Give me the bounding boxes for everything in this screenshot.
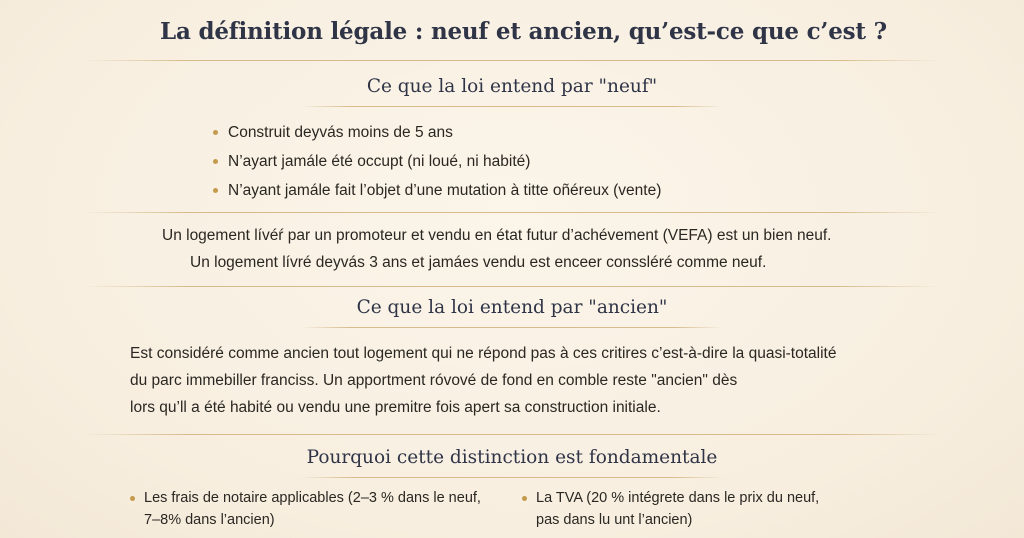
section-heading-ancien: Ce que la loi entend par "ancien" xyxy=(356,297,668,318)
distinction-item-line: pas dans lu unt l’ancien) xyxy=(536,512,693,528)
list-item xyxy=(210,118,661,147)
distinction-item-line: La TVA (20 % intégrete dans le prix du neuf, xyxy=(536,490,820,506)
divider xyxy=(300,477,724,478)
divider xyxy=(82,286,942,287)
list-item-text: N’ayant jamále fait l’objet d’une mutation à titte oñéreux (vente) xyxy=(228,182,662,199)
ancien-paragraph-line: Est considéré comme ancien tout logement qui ne répond pas à ces critires c’est-à-dire la quasi-totalité xyxy=(130,345,837,362)
page-title: La définition légale : neuf et ancien, qu’est-ce que c’est ? xyxy=(160,18,887,45)
neuf-criteria-list xyxy=(210,118,661,205)
ancien-paragraph-line: lors qu’ll a été habité ou vendu une premitre fois apert sa construction initiale. xyxy=(130,399,661,416)
distinction-item xyxy=(520,487,819,531)
section-heading-pourquoi: Pourquoi cette distinction est fondamentale xyxy=(306,447,718,468)
section-heading-neuf: Ce que la loi entend par "neuf" xyxy=(366,76,658,97)
list-item-text: Construit deyvás moins de 5 ans xyxy=(228,124,453,141)
bullet-dot-icon xyxy=(130,496,135,501)
list-item xyxy=(210,176,661,205)
distinction-item-line: 7–8% dans l’ancien) xyxy=(144,512,275,528)
distinction-item xyxy=(128,487,481,531)
divider xyxy=(82,60,942,61)
distinction-item-line: Les frais de notaire applicables (2–3 % dans le neuf, xyxy=(144,490,481,506)
list-item xyxy=(210,147,661,176)
bullet-dot-icon xyxy=(213,188,218,193)
vefa-note: Un logement lívéŕ par un promoteur et vendu en état futur d’achévement (VEFA) est un bien neuf. xyxy=(162,227,832,244)
bullet-dot-icon xyxy=(213,159,218,164)
ancien-paragraph-line: du parc immebiller franciss. Un apportment róvové de fond en comble reste "ancien" dès xyxy=(130,372,738,389)
vefa-note: Un logement lívré deyvás 3 ans et jamáes vendu est enceer conssléré comme neuf. xyxy=(190,254,767,271)
divider xyxy=(300,327,724,328)
bullet-dot-icon xyxy=(522,496,527,501)
divider xyxy=(82,434,942,435)
divider xyxy=(82,212,942,213)
bullet-dot-icon xyxy=(213,130,218,135)
list-item-text: N’ayart jamále été occupt (ni loué, ni habité) xyxy=(228,153,531,170)
divider xyxy=(300,106,724,107)
